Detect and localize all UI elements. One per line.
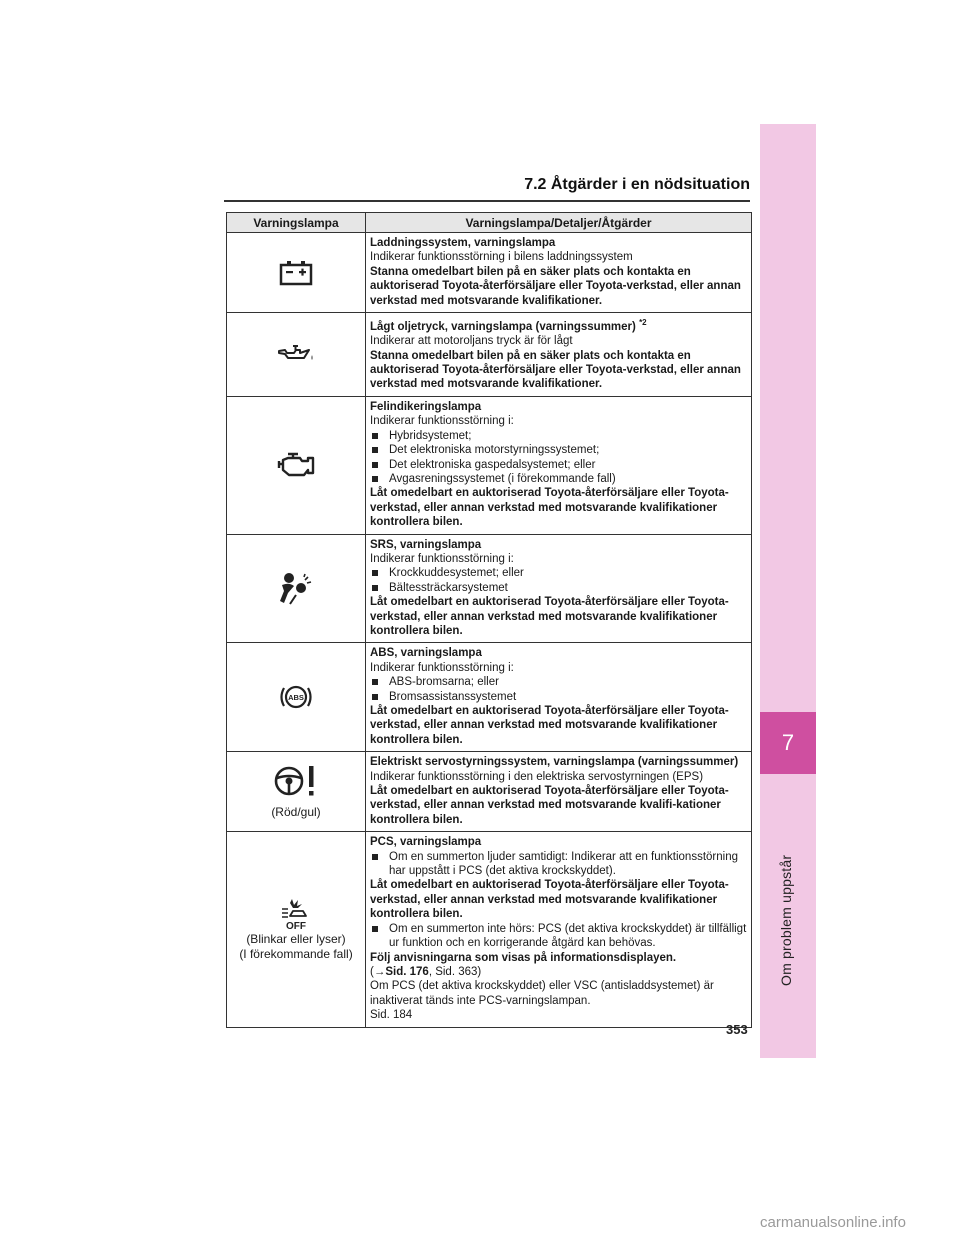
pcs-off-icon (278, 896, 314, 932)
icon-caption: (I förekommande fall) (239, 947, 353, 962)
row-title: Felindikeringslampa (370, 400, 482, 413)
row-action: Låt omedelbart en auktoriserad Toyota-återförsäljare eller Toyota-verkstad, eller annan verkstad med motsvarande kvalifikationer kontrollera bilen. (370, 705, 729, 746)
table-row (227, 397, 751, 535)
header-lamp: Varningslampa (227, 213, 366, 232)
table-row (227, 832, 751, 1026)
watermark: carmanualsonline.info (760, 1214, 906, 1231)
row-action: Låt omedelbart en auktoriserad Toyota-återförsäljare eller Toyota-verkstad, eller annan verkstad med motsvarande kvalifikationer kontrollera bilen. (370, 879, 729, 921)
row-action: Låt omedelbart en auktoriserad Toyota-återförsäljare eller Toyota-verkstad, eller annan verkstad med motsvarande kvalifikationer kontrollera bilen. (370, 596, 729, 637)
chapter-title: Om problem uppstår (778, 854, 794, 986)
abs-icon (227, 643, 366, 751)
icon-caption: (Blinkar eller lyser) (246, 932, 346, 947)
list-item: Om en summerton inte hörs: PCS (det aktiva krockskyddet) är tillfälligt ur funktion och en korrigerande åtgärd kan behövas. (370, 922, 747, 951)
list-item: Avgasreningssystemet (i förekommande fall) (370, 472, 747, 486)
row-title: ABS, varningslampa (370, 647, 482, 660)
page-reference[interactable]: (→Sid. 176, Sid. 363) (370, 965, 482, 978)
page-link[interactable]: Sid. 184 (370, 1009, 413, 1022)
engine-icon (227, 397, 366, 534)
footnote-ref: *2 (639, 318, 647, 328)
row-title-text: Lågt oljetryck, varningslampa (varningssummer) (370, 320, 636, 333)
pcs-off-cell (227, 832, 366, 1026)
row-action: Låt omedelbart en auktoriserad Toyota-återförsäljare eller Toyota-verkstad, eller annan verkstad med motsvarande kvalifi-kationer kontrollera bilen. (370, 785, 729, 826)
list-item: Hybridsystemet; (370, 429, 747, 443)
row-desc: Indikerar funktionsstörning i: (370, 415, 514, 428)
row-action: Stanna omedelbart bilen på en säker plats och kontakta en auktoriserad Toyota-återförsäljare eller Toyota-verkstad, eller annan verkstad med motsvarande kvalifikationer. (370, 349, 741, 391)
row-title: SRS, varningslampa (370, 538, 482, 551)
table-row (227, 752, 751, 832)
list-item: Bältessträckarsystemet (370, 581, 747, 595)
row-desc: Indikerar funktionsstörning i den elektriska servostyrningen (EPS) (370, 770, 704, 783)
row-desc: Indikerar funktionsstörning i bilens laddningssystem (370, 251, 633, 264)
table-row (227, 313, 751, 397)
list-item: Bromsassistanssystemet (370, 690, 747, 704)
pcs-off-label: OFF (286, 921, 306, 933)
header-details: Varningslampa/Detaljer/Åtgärder (465, 215, 652, 230)
row-action: Stanna omedelbart bilen på en säker plats och kontakta en auktoriserad Toyota-återförsäljare eller Toyota-verkstad, eller annan verkstad med motsvarande kvalifikationer. (370, 265, 741, 307)
row-title: Elektriskt servostyrningssystem, varningslampa (varningssummer) (370, 756, 739, 769)
battery-icon (227, 233, 366, 312)
arrow-icon: → (373, 965, 386, 978)
list-item: Krockkuddesystemet; eller (370, 566, 747, 580)
airbag-icon (227, 535, 366, 643)
row-desc: Indikerar funktionsstörning i: (370, 661, 514, 674)
table-header (227, 213, 751, 233)
page-number: 353 (726, 1022, 748, 1037)
row-title: PCS, varningslampa (370, 836, 482, 849)
row-extra: Om PCS (det aktiva krockskyddet) eller VSC (antisladdsystemet) är inaktiverat tänds inte PCS-varningslampan. (370, 980, 714, 1007)
section-title: 7.2 Åtgärder i en nödsituation (524, 176, 750, 193)
steering-warning-cell (227, 752, 366, 831)
abs-icon-label: ABS (288, 693, 304, 703)
list-item: ABS-bromsarna; eller (370, 675, 747, 689)
list-item: Det elektroniska motorstyrningssystemet; (370, 443, 747, 457)
row-title: Laddningssystem, varningslampa (370, 237, 556, 249)
chapter-number: 7 (760, 712, 816, 774)
list-item: Om en summerton ljuder samtidigt: Indikerar att en funktionsstörning har uppstått i PCS (det aktiva krockskyddet). (370, 850, 747, 879)
table-row (227, 233, 751, 313)
row-action: Låt omedelbart en auktoriserad Toyota-återförsäljare eller Toyota-verkstad, eller annan verkstad med motsvarande kvalifikationer kontrollera bilen. (370, 487, 729, 529)
icon-caption: (Röd/gul) (271, 805, 321, 820)
row-action: Följ anvisningarna som visas på informationsdisplayen. (370, 951, 677, 964)
list-item: Det elektroniska gaspedalsystemet; eller (370, 458, 747, 472)
row-desc: Indikerar att motoroljans tryck är för lågt (370, 335, 573, 348)
table-row (227, 535, 751, 644)
table-row (227, 643, 751, 752)
title-rule (224, 200, 750, 202)
row-desc: Indikerar funktionsstörning i: (370, 552, 514, 565)
warning-lamp-table (226, 212, 752, 1028)
oil-can-icon (227, 313, 366, 396)
row-title (370, 316, 747, 334)
steering-warning-icon (271, 763, 321, 799)
